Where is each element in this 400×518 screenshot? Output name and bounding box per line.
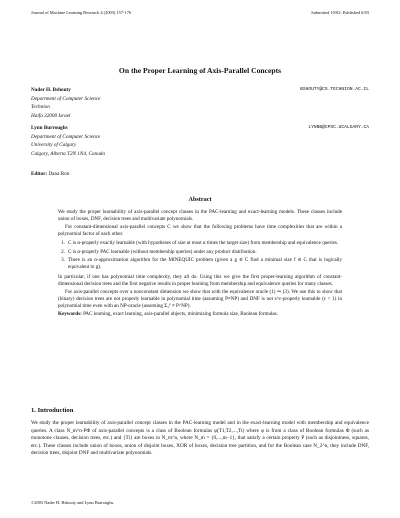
list-number: 3. — [61, 257, 65, 264]
list-text: There is an α-approximation algorithm for the MINEQUIC problem (given a g ∈ C find a minimal size f ∈ C that is logically equivalent to g). — [68, 257, 342, 271]
editor-line — [31, 171, 69, 177]
keywords-line — [58, 311, 342, 318]
paper-title: On the Proper Learning of Axis-Parallel Concepts — [118, 66, 282, 75]
section-heading: 1. Introduction — [31, 407, 74, 414]
author-block-1 — [31, 86, 369, 120]
list-item — [58, 240, 342, 247]
editor-name: Dana Ron — [48, 171, 70, 177]
list-number: 2. — [61, 248, 65, 255]
abstract-list — [58, 240, 342, 272]
abstract-paragraph: In particular, if one has polynomial time complexity, they all do. Using this we give the first proper-learning algorithm of constant-dimensional decision trees and the first negative results in proper learning from membership and equivalence queries for many classes. — [58, 274, 342, 288]
abstract-paragraph: For constant-dimensional axis-parallel concepts C we show that the following problems have time complexities that are within a polynomial factor of each other. — [58, 223, 342, 237]
author-email: LYNNB@CPSC.UCALGARY.CA — [308, 125, 369, 130]
list-text: C is α-properly exactly learnable (with hypotheses of size at most α times the target size) from membership and equivalence queries. — [68, 239, 339, 246]
author-name: Lynn Burroughs — [31, 125, 68, 131]
editor-label: Editor: — [31, 171, 48, 177]
keywords-label: Keywords: — [58, 310, 82, 317]
author-affiliation-line: Calgary, Alberta T2N 1N4, Canada — [31, 150, 105, 157]
list-item — [58, 257, 342, 271]
abstract-paragraph: We study the proper learnability of axis-parallel concept classes in the PAC-learning and exact-learning models. These classes include union of boxes, DNF, decision trees and multivariate polynomials. — [58, 209, 342, 222]
author-affiliation-line: Department of Computer Science — [31, 95, 101, 102]
abstract-paragraph: For axis-parallel concepts over a nonconstant dimension we show that with the equivalence oracle (1) ⇒ (3). We use this to show that (binary) decision trees are not properly learnable in polynomial time (assuming P≠NP) and DNF is not s^ε-properly learnable (ε < 1) in polynomial time even with an NP-oracle (assuming Σ₂ᴾ ≠ P^NP). — [58, 289, 342, 309]
author-block-2 — [31, 124, 369, 158]
intro-paragraph: We study the proper learnability of axis-parallel concept classes in the PAC-learning model and in the exact-learning model with membership and equivalence queries. A class N_m^n-PΦ of axis-parallel concepts is a class of Boolean formulas φ(T1,T2,...,Tt) where φ is from a class of Boolean formulas Φ (such as monotone clauses, decision trees, etc.) and {Ti} are boxes in N_m^n, where N_m = {0,...,m−1}, that satisfy a certain property P (such as disjointness, squares, etc.). These classes include union of boxes, union of disjoint boxes, XOR of boxes, decision tree partition, and for the Boolean case N_2^n, they include DNF, decision trees, disjoint DNF and multivariate polynomials. — [31, 420, 369, 457]
submission-dates: Submitted 10/02; Published 6/03 — [311, 10, 369, 15]
author-name: Nader H. Bshouty — [31, 87, 71, 93]
copyright-footer: ©2003 Nader H. Bshouty and Lynn Burroughs. — [31, 500, 115, 505]
author-affiliation-line: Technion — [31, 104, 50, 110]
author-email: BSHOUTY@CS.TECHNION.AC.IL — [300, 87, 369, 92]
author-affiliation-line: Haifa 32000 Israel — [31, 112, 71, 119]
abstract-heading: Abstract — [188, 196, 212, 203]
keywords-text: PAC learning, exact learning, axis-parallel objects, minimizing formula size, Boolean formulas. — [83, 310, 278, 317]
list-text: C is α-properly PAC learnable (without membership queries) under any product distribution. — [68, 248, 257, 255]
abstract-body — [58, 209, 342, 319]
list-number: 1. — [61, 239, 65, 246]
author-affiliation-line: Department of Computer Science — [31, 133, 101, 140]
journal-citation: Journal of Machine Learning Research 4 (2003) 157-176 — [31, 10, 132, 15]
list-item — [58, 249, 342, 256]
author-affiliation-line: University of Calgary — [31, 142, 77, 148]
running-header — [31, 10, 369, 15]
